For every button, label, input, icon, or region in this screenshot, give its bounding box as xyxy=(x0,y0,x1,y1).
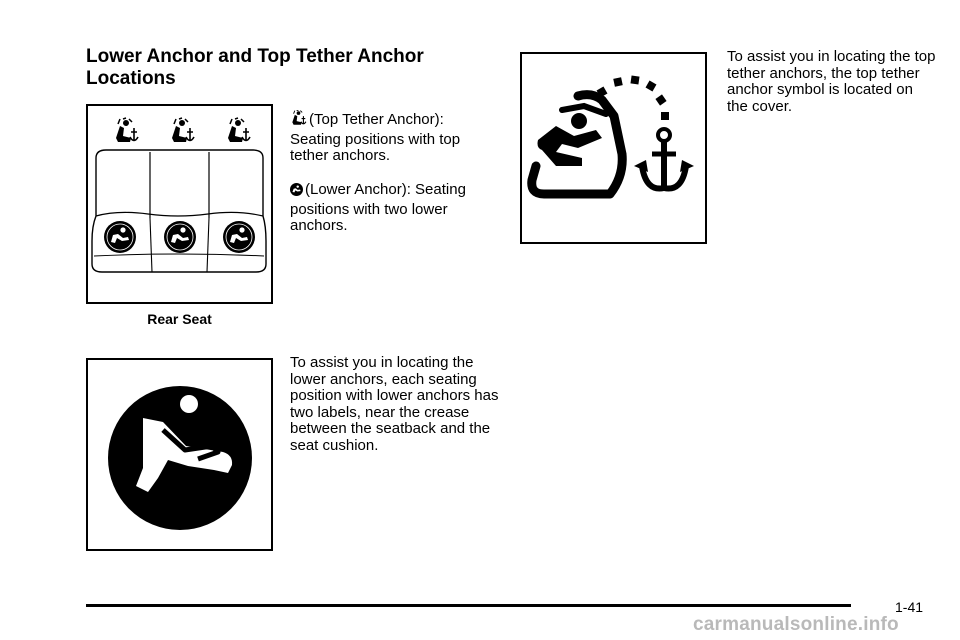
heading-line-1: Lower Anchor and Top Tether Anchor xyxy=(86,46,424,67)
top-tether-term: (Top Tether Anchor): xyxy=(309,111,444,128)
top-tether-definition xyxy=(290,110,500,165)
rear-seat-diagram xyxy=(88,106,271,302)
lower-anchor-icon xyxy=(104,221,136,253)
top-tether-anchor-icon xyxy=(116,118,138,142)
lower-anchor-icon xyxy=(290,183,303,196)
top-tether-anchor-icon xyxy=(522,54,705,242)
top-tether-anchor-icon xyxy=(172,118,194,142)
top-tether-anchor-icon xyxy=(290,110,307,126)
top-tether-symbol-paragraph: To assist you in locating the top tether anchors, the top tether anchor symbol is located on the cover. xyxy=(727,48,936,115)
heading-line-2: Locations xyxy=(86,68,176,89)
lower-anchor-labels-paragraph: To assist you in locating the lower anchors, each seating position with lower anchors has two labels, near the crease between the seatback and the seat cushion. xyxy=(290,354,499,454)
rear-seat-figure xyxy=(86,104,273,304)
top-tether-symbol-figure xyxy=(520,52,707,244)
lower-anchor-icon xyxy=(164,221,196,253)
lower-anchor-symbol xyxy=(88,360,271,549)
lower-anchor-term: (Lower Anchor): Seating xyxy=(305,181,466,198)
lower-anchor-symbol-figure xyxy=(86,358,273,551)
lower-anchor-icon xyxy=(223,221,255,253)
watermark: carmanualsonline.info xyxy=(693,614,899,635)
lower-anchor-description: positions with two lower anchors. xyxy=(290,200,448,234)
top-tether-anchor-icon xyxy=(228,118,250,142)
page-number: 1-41 xyxy=(895,599,924,615)
rear-seat-caption: Rear Seat xyxy=(147,311,212,327)
top-tether-description: Seating positions with top tether anchors. xyxy=(290,130,461,164)
footer-rule xyxy=(86,604,851,607)
lower-anchor-definition xyxy=(290,182,500,235)
page-heading xyxy=(86,46,486,90)
